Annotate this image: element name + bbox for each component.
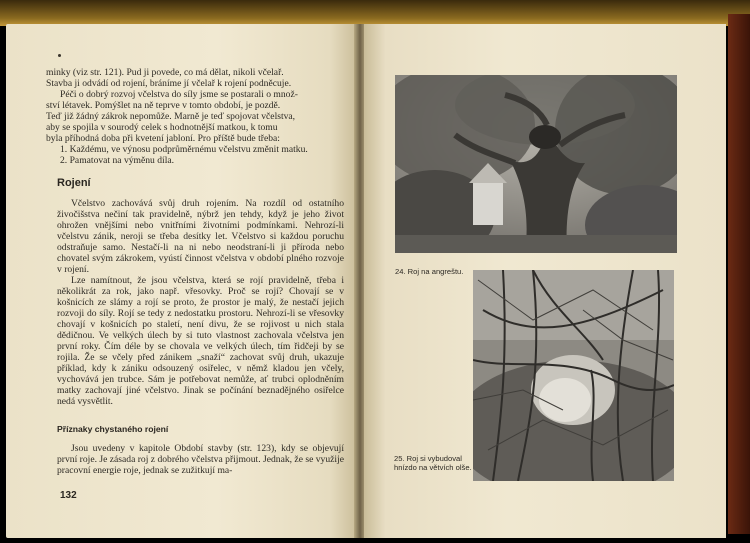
text-line: byla příhodná doba při kvetení jabloní. Pro příště bude třeba: [46, 133, 280, 144]
text-line: aby se spojila v sourodý celek s hodnotnější matkou, k tomu [46, 122, 278, 133]
photo-swarm-in-alder [473, 270, 674, 481]
margin-mark [58, 54, 61, 57]
paragraph: Lze namítnout, že jsou včelstva, která se rojí pravidelně, třeba i několikrát za rok, jako např. vřesovky. Proč se rojí? Chovají se v košnicích ze slámy a rojí se proto, že prostor je malý, že nestačí jejich rozvoji do síly. Rojí se tedy z nedostatku prostoru. Nehrozí-li se vřesovky chovají v košnicích po staletí, není divu, že se rojivost u nich stala dědičnou. Ve velkých úlech by si tuto vlastnost zachovala včelstva jen první roky. Čím déle by se chovala ve velkých úlech, tím řidčeji by se rojila. Že se včely před zánikem „snaží“ zachovat svůj druh, ukazuje příklad, kdy k zániku odsouzený osiřelec, v němž kladou jen včely, vychovává jen trubce. Sám je potřebovat nemůže, ať trubci oplodněním matky zachovají jiné včelstvo. Jinak se počínání beznadějného osiřelce nedá vysvětlit. [57, 275, 344, 407]
paragraph: Včelstvo zachovává svůj druh rojením. Na rozdíl od ostatního živočišstva nečiní tak pravidelně, nýbrž jen tehdy, když je jeho život ohrožen vnějšími nebo vnitřními životními podmínkami. Nehrozí-li včelstvu zánik, neroji se třeba desítky let. Včelstvo si každou poruchu odstraňuje samo. Nestačí-li na ni nebo neodstraní-li ji příroda nebo chovatel svým zákrokem, vyústí činnost včelstva v období plného rozvoje v rojení. [57, 198, 344, 275]
subsection-heading: Příznaky chystaného rojení [57, 424, 169, 434]
text-line: Stavba ji odvádí od rojení, bráníme jí včelař k rojení podněcuje. [46, 78, 292, 89]
text-line: Teď již žádný zákrok nepomůže. Marně je teď spojovat včelstva, [46, 111, 296, 122]
photo-swarm-on-gooseberry [395, 75, 677, 253]
list-item: 1. Každému, ve výnosu podprůměrnému včelstvu změnit matku. [60, 144, 308, 155]
text-line: ství létavek. Pomýšlet na ně teprve v tomto období, je pozdě. [46, 100, 281, 111]
paragraph: Jsou uvedeny v kapitole Období stavby (str. 123), kdy se objevují první roje. Je zásada roj z dobrého včelstva přijmout. Jednak, že se využije pracovní energie roje, jednak se zužitkují ma- [57, 443, 344, 476]
book-cover-right-edge [728, 14, 750, 534]
photo-caption: 25. Roj si vybudoval hnízdo na větvích olše. [394, 454, 472, 472]
book-cover-top-edge [0, 0, 750, 26]
list-item: 2. Pamatovat na výměnu díla. [60, 155, 175, 166]
text-line: minky (viz str. 121). Pud ji povede, co má dělat, nikoli včelař. [46, 67, 284, 78]
page-number: 132 [60, 490, 77, 501]
text-line: Péči o dobrý rozvoj včelstva do síly jsme se postarali o množ- [60, 89, 298, 100]
section-body [57, 198, 344, 407]
section-heading: Rojení [57, 177, 91, 189]
photo-caption: 24. Roj na angreštu. [395, 267, 464, 276]
opening-paragraph [46, 67, 344, 166]
subsection-body [57, 443, 344, 476]
